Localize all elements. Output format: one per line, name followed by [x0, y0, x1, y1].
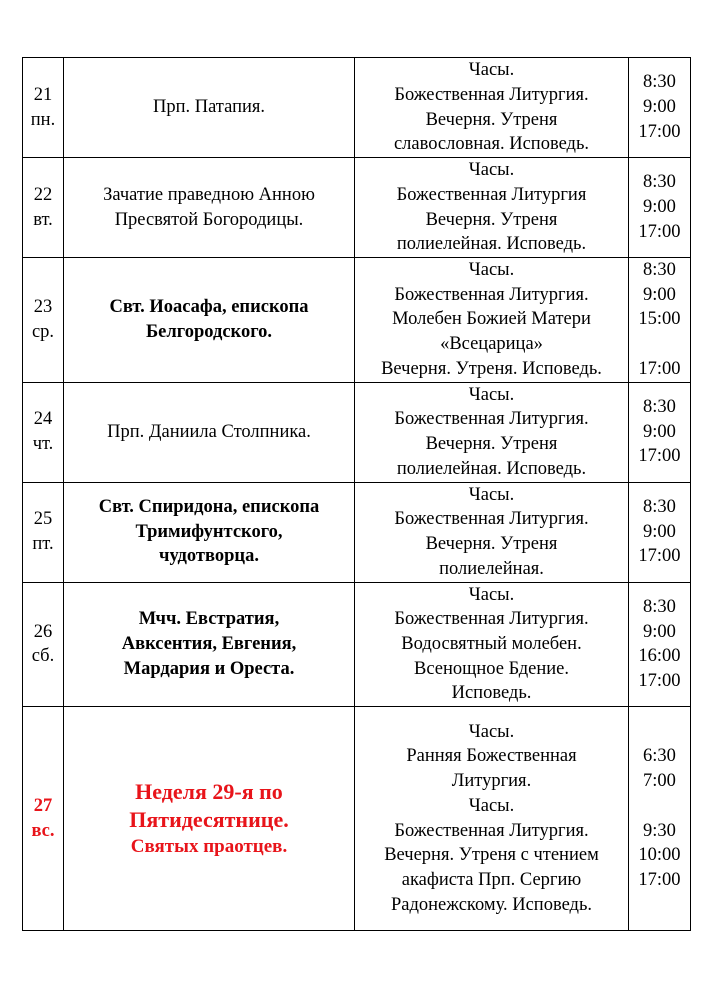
day-cell	[23, 382, 64, 482]
time-value: 8:30	[643, 596, 676, 617]
feast-line: Мчч. Евстратия,	[138, 609, 280, 630]
schedule-sheet	[22, 57, 686, 931]
time-value: 9:00	[643, 284, 676, 305]
feast-line: Мардария и Ореста.	[123, 658, 295, 679]
day-number: 22	[33, 184, 53, 205]
time-value: 8:30	[643, 72, 676, 93]
service-line: Литургия.	[451, 771, 532, 792]
time-value: 10:00	[638, 845, 681, 866]
day-number: 26	[33, 621, 53, 642]
day-cell	[23, 258, 64, 383]
service-line: Вечерня. Утреня	[425, 209, 558, 230]
time-spacer	[629, 794, 690, 819]
service-line: Водосвятный молебен.	[401, 633, 582, 654]
day-abbr: вс.	[31, 820, 55, 841]
table-row	[23, 382, 691, 482]
services-cell	[355, 158, 629, 258]
table-row	[23, 58, 691, 158]
times-cell	[629, 258, 691, 383]
service-line: Часы.	[468, 260, 515, 280]
service-line: Часы.	[468, 721, 515, 742]
time-value: 17:00	[638, 869, 681, 890]
time-value: 8:30	[643, 172, 676, 193]
day-cell	[23, 58, 64, 158]
service-line: Божественная Литургия.	[394, 820, 589, 841]
service-line: Вечерня. Утреня	[425, 534, 558, 555]
time-value: 17:00	[638, 221, 681, 242]
service-line: полиелейная. Исповедь.	[396, 458, 587, 479]
day-cell	[23, 582, 64, 707]
day-number: 21	[33, 84, 53, 105]
service-line: Всенощное Бдение.	[413, 658, 570, 679]
service-line: Божественная Литургия	[396, 184, 587, 205]
time-value: 9:00	[643, 97, 676, 118]
day-number: 24	[33, 409, 53, 430]
day-abbr: вт.	[33, 209, 53, 230]
service-line: Часы.	[468, 795, 515, 816]
service-line: акафиста Прп. Сергию	[401, 869, 582, 890]
service-line: Божественная Литургия.	[394, 509, 589, 530]
services-cell	[355, 582, 629, 707]
service-schedule-table	[22, 57, 691, 931]
times-cell	[629, 382, 691, 482]
times-cell	[629, 158, 691, 258]
feast-cell	[64, 258, 355, 383]
day-number: 23	[33, 297, 53, 318]
day-number: 25	[33, 509, 53, 530]
times-cell	[629, 707, 691, 931]
feast-line: Пресвятой Богородицы.	[114, 209, 304, 230]
service-line: Часы.	[468, 384, 515, 405]
services-cell	[355, 707, 629, 931]
service-line: Вечерня. Утреня	[425, 434, 558, 455]
feast-line: Свт. Спиридона, епископа	[98, 496, 320, 517]
times-cell	[629, 482, 691, 582]
feast-line: Белгородского.	[145, 321, 273, 342]
table-row	[23, 582, 691, 707]
service-line: Вечерня. Утреня	[425, 109, 558, 130]
time-value: 17:00	[638, 546, 681, 567]
time-value: 8:30	[643, 396, 676, 417]
service-line: Божественная Литургия.	[394, 409, 589, 430]
day-cell	[23, 158, 64, 258]
service-line: Вечерня. Утреня с чтением	[384, 845, 599, 866]
services-cell	[355, 258, 629, 383]
feast-line: Прп. Даниила Столпника.	[107, 421, 311, 442]
feast-cell	[64, 158, 355, 258]
feast-cell	[64, 582, 355, 707]
services-cell	[355, 382, 629, 482]
day-abbr: сб.	[31, 646, 55, 667]
feast-line: Неделя 29-я по	[135, 779, 283, 805]
day-cell	[23, 482, 64, 582]
day-number: 27	[33, 795, 53, 816]
service-line: славословная. Исповедь.	[393, 134, 590, 155]
service-line: Ранняя Божественная	[406, 746, 577, 767]
time-value: 17:00	[638, 358, 681, 379]
time-value: 17:00	[638, 446, 681, 467]
times-cell	[629, 58, 691, 158]
times-cell	[629, 582, 691, 707]
service-line: Часы.	[468, 60, 515, 81]
time-spacer	[629, 332, 690, 357]
service-line: Божественная Литургия.	[394, 284, 589, 305]
time-value: 8:30	[643, 496, 676, 517]
feast-cell	[64, 58, 355, 158]
time-value: 17:00	[638, 121, 681, 142]
service-line: Божественная Литургия.	[394, 609, 589, 630]
table-row	[23, 482, 691, 582]
services-cell	[355, 58, 629, 158]
feast-cell	[64, 707, 355, 931]
day-abbr: ср.	[31, 321, 55, 342]
service-line: Молебен Божией Матери	[392, 309, 591, 330]
feast-line: Свт. Иоасафа, епископа	[109, 297, 309, 318]
service-line: «Всецарица»	[440, 334, 543, 355]
service-line: полиелейная.	[439, 558, 544, 579]
day-abbr: пн.	[30, 109, 56, 130]
services-cell	[355, 482, 629, 582]
feast-line: Авксентия, Евгения,	[121, 633, 297, 654]
time-value: 9:00	[643, 197, 676, 218]
service-line: Радонежскому. Исповедь.	[390, 894, 593, 915]
feast-line: Зачатие праведною Анною	[103, 184, 315, 205]
time-value: 9:00	[643, 621, 676, 642]
table-row	[23, 707, 691, 931]
table-row	[23, 258, 691, 383]
feast-line: чудотворца.	[159, 546, 259, 567]
service-line: Божественная Литургия.	[394, 84, 589, 105]
feast-cell	[64, 382, 355, 482]
service-line: Вечерня. Утреня. Исповедь.	[381, 358, 602, 379]
time-value: 9:30	[643, 820, 676, 841]
feast-line: Тримифунтского,	[135, 521, 283, 542]
time-value: 7:00	[643, 771, 676, 792]
time-value: 16:00	[638, 646, 681, 667]
time-value: 15:00	[638, 309, 681, 330]
time-value: 8:30	[643, 260, 676, 280]
day-cell	[23, 707, 64, 931]
time-value: 17:00	[638, 670, 681, 691]
time-value: 9:00	[643, 521, 676, 542]
feast-cell	[64, 482, 355, 582]
service-line: полиелейная. Исповедь.	[396, 234, 587, 255]
time-value: 9:00	[643, 421, 676, 442]
day-abbr: чт.	[32, 434, 54, 455]
service-line: Часы.	[468, 160, 515, 181]
service-line: Часы.	[468, 584, 515, 605]
day-abbr: пт.	[32, 534, 54, 555]
feast-line: Пятидесятнице.	[129, 807, 289, 833]
service-line: Часы.	[468, 484, 515, 505]
service-line: Исповедь.	[451, 683, 532, 704]
time-value: 6:30	[643, 746, 676, 767]
table-row	[23, 158, 691, 258]
feast-line: Прп. Патапия.	[152, 97, 266, 118]
feast-line: Святых праотцев.	[130, 836, 288, 858]
